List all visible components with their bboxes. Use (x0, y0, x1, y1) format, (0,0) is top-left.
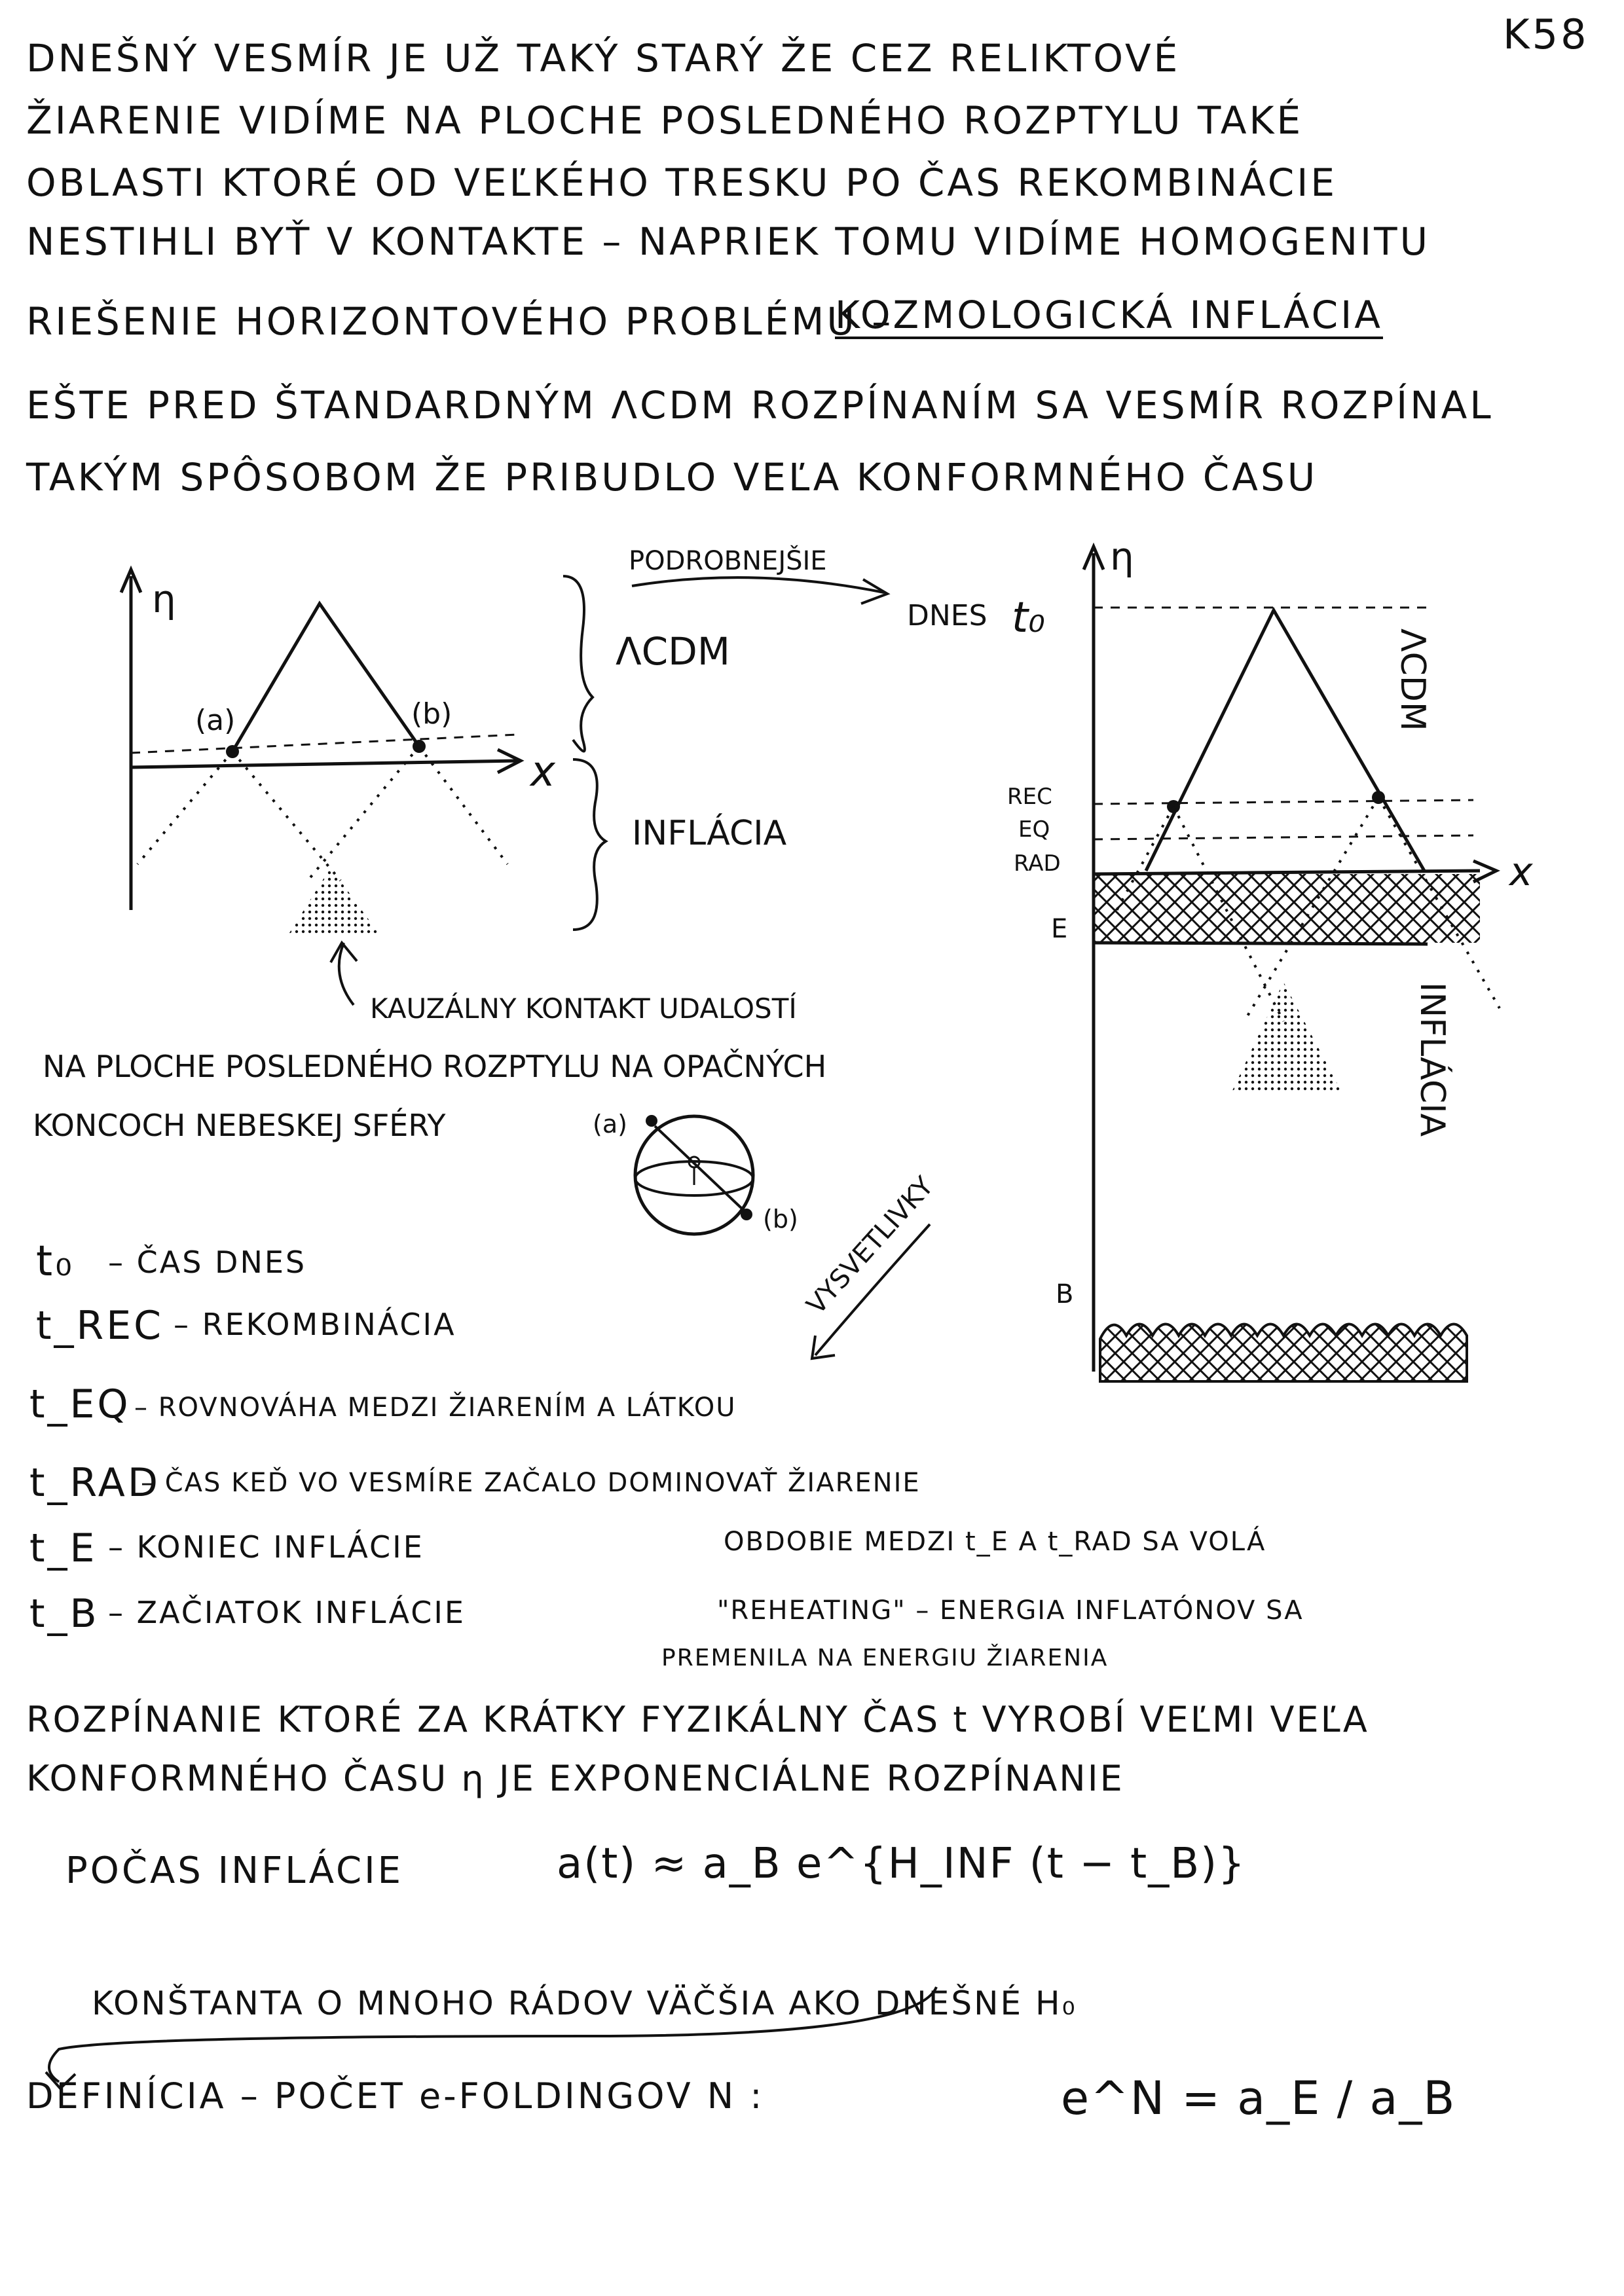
legend-trad-symbol: t_RAD (29, 1460, 161, 1506)
text-line-5a: RIEŠENIE HORIZONTOVÉHO PROBLÉMU – (26, 299, 894, 344)
legend-trec-symbol: t_REC (36, 1303, 164, 1349)
text-line-4: NESTIHLI BYŤ V KONTAKTE – NAPRIEK TOMU VIDÍME HOMOGENITU (26, 219, 1431, 264)
sphere-b-label: (b) (763, 1205, 798, 1233)
rec-line (1094, 800, 1473, 804)
left-inflation-label: INFLÁCIA (632, 814, 787, 853)
reheating-hatched-band (1094, 874, 1480, 943)
legend-teq-text: – ROVNOVÁHA MEDZI ŽIARENÍM A LÁTKOU (134, 1393, 737, 1423)
t0-label: t₀ (1012, 594, 1045, 642)
right-lcdm-label: ΛCDM (1393, 629, 1432, 731)
legend-tb-symbol: t_B (29, 1591, 100, 1637)
legend-trec-text: – REKOMBINÁCIA (174, 1307, 456, 1342)
left-eta-label: η (152, 577, 176, 621)
scale-factor-formula: a(t) ≈ a_B e^{H_INF (t − t_B)} (557, 1840, 1246, 1888)
text-line-6: EŠTE PRED ŠTANDARDNÝM ΛCDM ROZPÍNANÍM SA VESMÍR ROZPÍNAL (26, 383, 1494, 428)
text-line-3: OBLASTI KTORÉ OD VEĽKÉHO TRESKU PO ČAS REKOMBINÁCIE (26, 160, 1338, 205)
text-line-7: TAKÝM SPÔSOBOM ŽE PRIBUDLO VEĽA KONFORMNÉHO ČASU (26, 455, 1318, 500)
text-line-1: DNEŠNÝ VESMÍR JE UŽ TAKÝ STARÝ ŽE CEZ RELIKTOVÉ (26, 36, 1181, 81)
text-line-5b-underlined: KOZMOLOGICKÁ INFLÁCIA (835, 296, 1383, 339)
causal-overlap-region (288, 867, 380, 935)
caption-line-2: KONCOCH NEBESKEJ SFÉRY (33, 1108, 446, 1143)
during-inflation-label: POČAS INFLÁCIE (65, 1850, 404, 1892)
last-scattering-line (131, 735, 517, 753)
causal-pointer-arrow (339, 943, 354, 1005)
rad-label: RAD (1014, 850, 1061, 877)
constant-note: KONŠTANTA O MNOHO RÁDOV VÄČŠIA AKO DNEŠNÉ H₀ (92, 1984, 1077, 2022)
causal-contact-label: KAUZÁLNY KONTAKT UDALOSTÍ (370, 993, 797, 1025)
efold-definition-formula: e^N = a_E / a_B (1061, 2071, 1456, 2125)
right-causal-overlap (1231, 982, 1342, 1093)
left-x-axis (131, 761, 517, 767)
detail-arrow-label: PODROBNEJŠIE (629, 546, 827, 576)
celestial-sphere-icon (635, 1115, 753, 1234)
left-spacetime-diagram (33, 545, 887, 1234)
reheating-line-1: OBDOBIE MEDZI t_E A t_RAD SA VOLÁ (724, 1527, 1266, 1557)
right-inflation-label: INFLÁCIA (1412, 982, 1452, 1137)
explanations-label: VYSVETLIVKY (801, 1171, 940, 1321)
legend-t0-symbol: t₀ (36, 1237, 75, 1286)
sphere-a-label: (a) (593, 1110, 627, 1139)
brace-lcdm (563, 576, 593, 752)
left-x-label: x (530, 748, 555, 796)
legend-te-text: – KONIEC INFLÁCIE (108, 1529, 424, 1565)
legend-tb-text: – ZAČIATOK INFLÁCIE (108, 1595, 466, 1630)
bottom-line-1: ROZPÍNANIE KTORÉ ZA KRÁTKY FYZIKÁLNY ČAS t VYROBÍ VEĽMI VEĽA (26, 1699, 1369, 1740)
right-x-axis (1094, 871, 1480, 874)
brace-inflation (573, 759, 606, 930)
right-light-cone (1146, 610, 1424, 871)
legend-t0-text: – ČAS DNES (108, 1245, 307, 1280)
point-b-label: (b) (411, 697, 452, 731)
reheating-line-3: PREMENILA NA ENERGIU ŽIARENIA (661, 1645, 1109, 1671)
eq-label: EQ (1018, 816, 1050, 843)
today-label: DNES (907, 599, 987, 632)
point-a-label: (a) (195, 704, 236, 737)
caption-line-1: NA PLOCHE POSLEDNÉHO ROZPTYLU NA OPAČNÝCH (43, 1049, 827, 1084)
right-spacetime-diagram (801, 534, 1533, 1381)
page-id: K58 (1503, 10, 1589, 58)
legend-te-symbol: t_E (29, 1525, 98, 1571)
efold-definition-label: DEFINÍCIA – POČET e-FOLDINGOV N : (26, 2075, 765, 2117)
right-eta-label: η (1110, 534, 1134, 579)
e-label: E (1051, 914, 1068, 944)
causal-pointer-arrowhead (331, 943, 357, 962)
detail-arrow (632, 577, 884, 592)
light-cone-today (232, 604, 419, 752)
past-cone-b-left (308, 746, 419, 881)
inflation-start-region (1100, 1324, 1467, 1382)
text-line-2: ŽIARENIE VIDÍME NA PLOCHE POSLEDNÉHO ROZPTYLU TAKÉ (26, 98, 1304, 143)
b-label: B (1056, 1279, 1074, 1309)
rec-label: REC (1007, 784, 1052, 810)
bottom-line-2: KONFORMNÉHO ČASU η JE EXPONENCIÁLNE ROZPÍNANIE (26, 1758, 1124, 1799)
end-of-inflation-line (1094, 943, 1428, 944)
left-lcdm-label: ΛCDM (616, 629, 730, 674)
right-x-label: x (1509, 849, 1533, 895)
legend-trad-text: – ČAS KEĎ VO VESMÍRE ZAČALO DOMINOVAŤ ŽIARENIE (141, 1468, 921, 1498)
past-cone-b-right (419, 746, 507, 864)
eq-line (1094, 835, 1473, 839)
reheating-line-2: "REHEATING" – ENERGIA INFLATÓNOV SA (717, 1595, 1304, 1626)
legend-teq-symbol: t_EQ (29, 1381, 131, 1427)
